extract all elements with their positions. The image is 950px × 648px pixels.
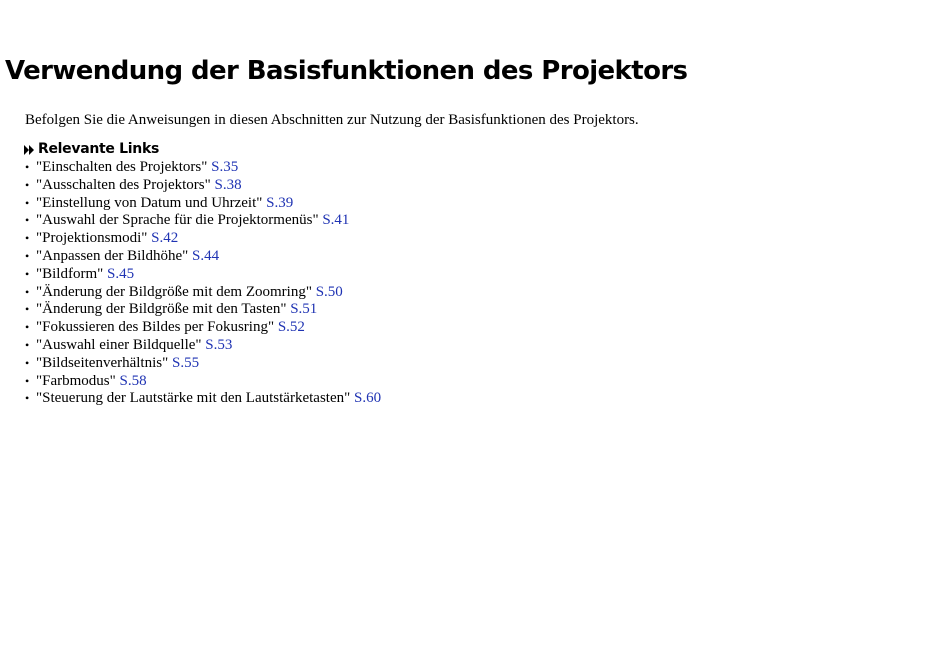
bullet: • [25,373,30,388]
link-label: "Einschalten des Projektors" [36,159,208,175]
list-item [24,212,381,230]
bullet: • [25,355,30,370]
list-item [24,301,381,319]
bullet: • [25,302,30,317]
page-reference-link[interactable]: S.41 [322,212,350,229]
list-item [24,355,381,373]
bullet: • [25,231,30,246]
link-label: "Änderung der Bildgröße mit den Tasten" [36,301,287,318]
page-reference-link[interactable]: S.55 [171,354,200,371]
page-title: Verwendung der Basisfunktionen des Projektors [5,56,688,86]
page-reference-link[interactable]: S.60 [353,390,382,407]
bullet: • [25,177,30,192]
link-label: "Bildform" [36,265,104,282]
link-label: "Ausschalten des Projektors" [36,176,211,193]
page-reference-link[interactable]: S.50 [315,283,343,300]
bullet: • [25,195,30,210]
related-links-section [24,139,381,408]
related-links-heading-text: Relevante Links [38,141,160,157]
list-item [24,177,381,195]
link-label: "Farbmodus" [36,372,116,389]
list-item [24,248,381,266]
link-label: "Bildseitenverhältnis" [36,354,169,371]
bullet: • [25,248,30,263]
bullet: • [25,266,30,281]
link-label: "Auswahl einer Bildquelle" [36,336,202,353]
page-reference-link[interactable]: S.52 [277,319,305,336]
link-label: "Änderung der Bildgröße mit dem Zoomring" [36,283,312,300]
list-item [24,337,381,355]
list-item [24,390,381,408]
list-item [24,266,381,284]
bullet: • [25,213,30,228]
link-label: "Auswahl der Sprache für die Projektormenüs" [36,212,319,229]
bullet: • [25,284,30,299]
list-item [24,373,381,391]
page-reference-link[interactable]: S.35 [211,159,239,175]
bullet: • [25,160,30,174]
list-item [24,195,381,213]
link-label: "Fokussieren des Bildes per Fokusring" [36,319,275,336]
page-reference-link[interactable]: S.38 [214,176,242,193]
related-links-heading [24,139,381,159]
page-reference-link[interactable]: S.39 [266,194,294,211]
link-label: "Einstellung von Datum und Uhrzeit" [36,194,263,211]
list-item [24,230,381,248]
link-label: "Steuerung der Lautstärke mit den Lautstärketasten" [36,390,351,407]
page-reference-link[interactable]: S.51 [290,301,318,318]
page-reference-link[interactable]: S.45 [107,265,135,282]
link-label: "Anpassen der Bildhöhe" [36,247,189,264]
bullet: • [25,337,30,352]
related-links-list [24,159,381,408]
bullet: • [25,320,30,335]
list-item [24,319,381,337]
list-item [24,284,381,302]
page-reference-link[interactable]: S.53 [205,336,233,353]
page-reference-link[interactable]: S.42 [151,230,179,247]
page-reference-link[interactable]: S.44 [191,247,220,264]
link-label: "Projektionsmodi" [36,230,148,247]
intro-paragraph: Befolgen Sie die Anweisungen in diesen Abschnitten zur Nutzung der Basisfunktionen des Projektors. [25,112,639,128]
list-item [24,159,381,177]
double-chevron-right-icon [24,143,35,153]
bullet: • [25,391,30,406]
page-reference-link[interactable]: S.58 [119,372,147,389]
